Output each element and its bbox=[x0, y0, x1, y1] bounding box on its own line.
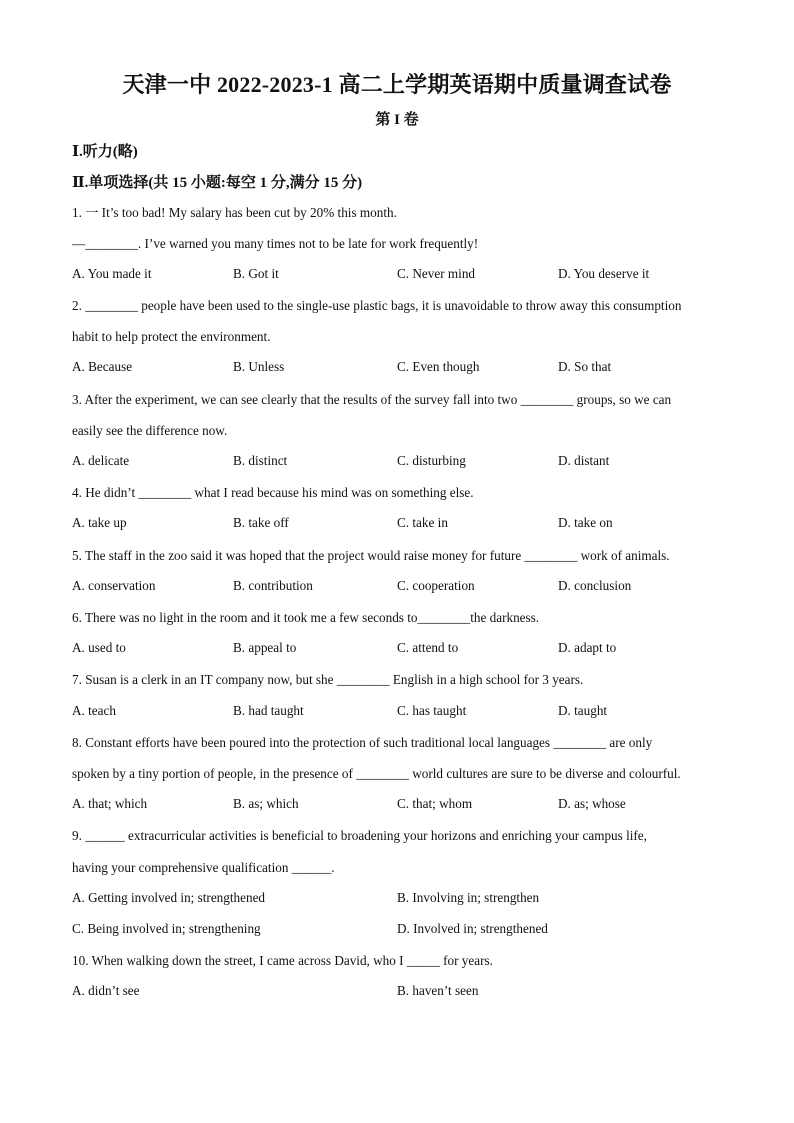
question-7-option-a: A. teach bbox=[72, 703, 116, 718]
question-6-option-d: D. adapt to bbox=[558, 640, 617, 655]
question-10-option-b: B. haven’t seen bbox=[397, 983, 479, 998]
answer-blank: ________ bbox=[336, 672, 390, 687]
question-7-option-b: B. had taught bbox=[233, 703, 304, 718]
question-text: are only bbox=[606, 735, 653, 750]
question-text: habit to help protect the environment. bbox=[72, 329, 271, 344]
question-7-option-d: D. taught bbox=[558, 703, 608, 718]
question-2-option-b: B. Unless bbox=[233, 359, 285, 374]
answer-blank: ________ bbox=[356, 766, 409, 781]
question-9-line-1 bbox=[72, 827, 732, 845]
question-8-line-1 bbox=[72, 734, 732, 752]
answer-blank: ________ bbox=[520, 392, 574, 407]
question-text: people have been used to the single-use plastic bags, it is unavoidable to throw away this consumption bbox=[137, 298, 682, 313]
question-text: . I’ve warned you many times not to be late for work frequently! bbox=[137, 236, 479, 251]
question-text: the darkness. bbox=[470, 610, 540, 625]
question-text: 4. He didn’t bbox=[72, 485, 139, 500]
question-3-line-1 bbox=[72, 391, 732, 409]
question-3-option-c: C. disturbing bbox=[397, 453, 466, 468]
answer-blank: ________ bbox=[417, 610, 471, 625]
question-4-option-c: C. take in bbox=[397, 515, 448, 530]
question-8-line-2 bbox=[72, 765, 732, 783]
question-text: 6. There was no light in the room and it took me a few seconds to bbox=[72, 610, 418, 625]
question-4-option-b: B. take off bbox=[233, 515, 289, 530]
answer-blank: ________ bbox=[524, 548, 578, 563]
question-1-option-a: A. You made it bbox=[72, 266, 152, 281]
question-9-option-a: A. Getting involved in; strengthened bbox=[72, 890, 266, 905]
question-1-line-2 bbox=[72, 235, 732, 253]
question-text: 10. When walking down the street, I came across David, who I bbox=[72, 953, 407, 968]
question-2-option-c: C. Even though bbox=[397, 359, 480, 374]
question-text: world cultures are sure to be diverse and colourful. bbox=[408, 766, 681, 781]
question-2-option-d: D. So that bbox=[558, 359, 612, 374]
question-1-option-d: D. You deserve it bbox=[558, 266, 650, 281]
question-text: extracurricular activities is beneficial to broadening your horizons and enriching your campus life, bbox=[124, 828, 647, 843]
question-7-option-c: C. has taught bbox=[397, 703, 467, 718]
section-heading-listening: Ⅰ.听力(略) bbox=[72, 144, 138, 160]
question-1-option-b: B. Got it bbox=[233, 266, 279, 281]
question-4-option-a: A. take up bbox=[72, 515, 127, 530]
question-5-option-d: D. conclusion bbox=[558, 578, 632, 593]
question-3-line-2 bbox=[72, 422, 732, 440]
question-5-option-b: B. contribution bbox=[233, 578, 313, 593]
question-4-option-d: D. take on bbox=[558, 515, 613, 530]
answer-blank: _____ bbox=[406, 953, 440, 968]
question-text: for years. bbox=[439, 953, 493, 968]
question-text: easily see the difference now. bbox=[72, 423, 228, 438]
question-text: what I read because his mind was on something else. bbox=[191, 485, 474, 500]
answer-blank: ________ bbox=[85, 298, 138, 313]
question-1-option-c: C. Never mind bbox=[397, 266, 476, 281]
question-3-option-a: A. delicate bbox=[72, 453, 130, 468]
question-10-line-1 bbox=[72, 952, 732, 970]
question-text: 1. 一 It’s too bad! My salary has been cut by 20% this month. bbox=[72, 205, 397, 220]
answer-blank: ________ bbox=[85, 236, 138, 251]
question-9-option-b: B. Involving in; strengthen bbox=[397, 890, 540, 905]
page-title: 天津一中 2022-2023-1 高二上学期英语期中质量调查试卷 bbox=[122, 72, 672, 97]
question-8-option-b: B. as; which bbox=[233, 796, 299, 811]
answer-blank: ________ bbox=[138, 485, 192, 500]
answer-blank: ______ bbox=[291, 860, 332, 875]
question-6-option-a: A. used to bbox=[72, 640, 126, 655]
question-text: having your comprehensive qualification bbox=[72, 860, 292, 875]
part-label: 第 I 卷 bbox=[375, 112, 419, 128]
section-heading-single-choice: Ⅱ.单项选择(共 15 小题:每空 1 分,满分 15 分) bbox=[72, 175, 363, 191]
question-4-line-1 bbox=[72, 484, 732, 502]
question-1-line-1 bbox=[72, 204, 732, 222]
answer-blank: ________ bbox=[553, 735, 607, 750]
question-2-line-2 bbox=[72, 328, 732, 346]
question-9-line-2 bbox=[72, 859, 732, 877]
question-text: — bbox=[72, 236, 86, 251]
question-text: 8. Constant efforts have been poured into the protection of such traditional local languages bbox=[72, 735, 554, 750]
question-6-line-1 bbox=[72, 609, 732, 627]
question-8-option-d: D. as; whose bbox=[558, 796, 626, 811]
question-text: . bbox=[331, 860, 335, 875]
question-7-line-1 bbox=[72, 671, 732, 689]
question-9-option-d: D. Involved in; strengthened bbox=[397, 921, 548, 936]
question-5-option-a: A. conservation bbox=[72, 578, 156, 593]
question-text: 7. Susan is a clerk in an IT company now, but she bbox=[72, 672, 337, 687]
question-text: 2. bbox=[72, 298, 86, 313]
question-8-option-c: C. that; whom bbox=[397, 796, 473, 811]
question-text: 5. The staff in the zoo said it was hoped that the project would raise money for future bbox=[72, 548, 525, 563]
answer-blank: ______ bbox=[85, 828, 125, 843]
question-8-option-a: A. that; which bbox=[72, 796, 148, 811]
question-5-option-c: C. cooperation bbox=[397, 578, 475, 593]
question-3-option-b: B. distinct bbox=[233, 453, 288, 468]
question-6-option-c: C. attend to bbox=[397, 640, 459, 655]
question-text: 9. bbox=[72, 828, 86, 843]
question-text: spoken by a tiny portion of people, in the presence of bbox=[72, 766, 357, 781]
question-10-option-a: A. didn’t see bbox=[72, 983, 140, 998]
question-3-option-d: D. distant bbox=[558, 453, 610, 468]
question-9-option-c: C. Being involved in; strengthening bbox=[72, 921, 261, 936]
question-text: groups, so we can bbox=[573, 392, 672, 407]
question-text: work of animals. bbox=[577, 548, 670, 563]
question-2-line-1 bbox=[72, 297, 732, 315]
question-text: 3. After the experiment, we can see clearly that the results of the survey fall into two bbox=[72, 392, 521, 407]
question-text: English in a high school for 3 years. bbox=[389, 672, 584, 687]
question-2-option-a: A. Because bbox=[72, 359, 133, 374]
question-5-line-1 bbox=[72, 547, 732, 565]
question-6-option-b: B. appeal to bbox=[233, 640, 297, 655]
